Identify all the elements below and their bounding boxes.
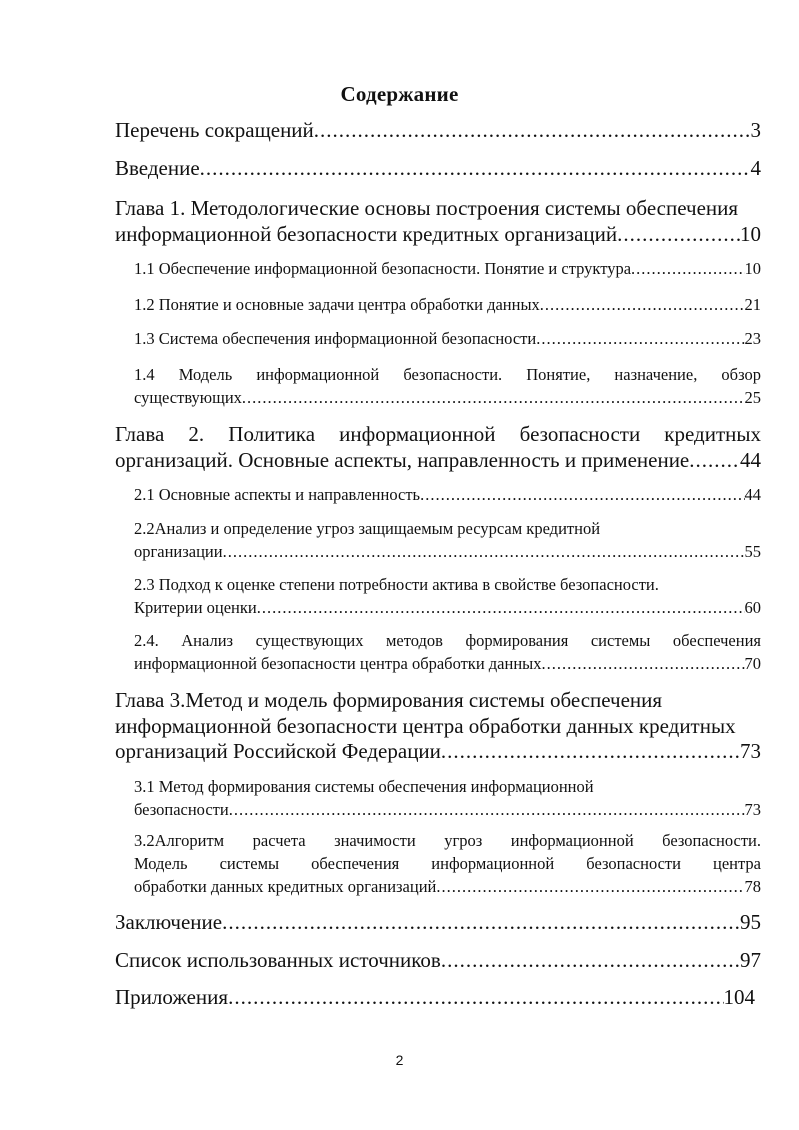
toc-entry-lead: Глава 1. Методологические основы построения системы обеспечения bbox=[115, 196, 739, 220]
toc-entry-page: 21 bbox=[744, 295, 761, 314]
toc-leader-dots bbox=[542, 653, 745, 676]
toc-entry-text: 1.1 Обеспечение информационной безопасности. Понятие и структура bbox=[134, 259, 632, 278]
toc-entry-page: 60 bbox=[744, 597, 761, 617]
toc-entry-page: 97 bbox=[740, 948, 761, 972]
toc-entry-lead: 2.4. Анализ существующих методов формирования системы обеспечения bbox=[134, 631, 761, 650]
toc-entry-text: организаций. Основные аспекты, направленность и применение bbox=[115, 447, 690, 472]
toc-entry-page: 44 bbox=[744, 485, 761, 504]
toc-entry-lead: Глава 2. Политика информационной безопасности кредитных bbox=[115, 422, 761, 446]
toc-entry-text: 1.2 Понятие и основные задачи центра обработки данных bbox=[134, 295, 540, 314]
toc-entry-section bbox=[134, 518, 761, 564]
toc-entry-text: Приложения bbox=[115, 985, 229, 1009]
toc-leader-dots bbox=[420, 484, 744, 507]
toc-leader-dots bbox=[631, 258, 744, 281]
toc-entry-page: 44 bbox=[740, 447, 761, 472]
toc-entry-text: Критерии оценки bbox=[134, 597, 257, 617]
toc-title: Содержание bbox=[340, 82, 459, 106]
toc-entry-lead: 3.1 Метод формирования системы обеспечения информационной bbox=[134, 777, 594, 796]
toc-leader-dots bbox=[689, 448, 740, 474]
toc-entry-page: 70 bbox=[744, 653, 761, 673]
toc-entry-lead-2: информационной безопасности центра обработки данных кредитных bbox=[115, 713, 736, 738]
toc-entry-section bbox=[134, 294, 761, 317]
toc-leader-dots bbox=[617, 222, 740, 248]
toc-leader-dots bbox=[200, 156, 751, 182]
toc-entry-page: 10 bbox=[740, 221, 761, 246]
toc-entry-lead: 2.2Анализ и определение угроз защищаемым ресурсам кредитной bbox=[134, 519, 601, 538]
toc-entry-lead: 1.4 Модель информационной безопасности. Понятие, назначение, обзор bbox=[134, 365, 761, 384]
toc-entry-section bbox=[134, 630, 761, 676]
toc-entry-page: 55 bbox=[744, 541, 761, 561]
toc-entry-text: организации bbox=[134, 541, 223, 561]
toc-entry-chapter-3 bbox=[115, 688, 761, 765]
toc-entry-page: 95 bbox=[740, 910, 761, 934]
toc-entry-lead-2: Модель системы обеспечения информационной безопасности центра bbox=[134, 853, 761, 873]
toc-entry-text: Заключение bbox=[115, 910, 223, 934]
toc-leader-dots bbox=[436, 876, 744, 899]
toc-leader-dots bbox=[314, 118, 751, 144]
toc-entry-section bbox=[134, 484, 761, 507]
toc-entry-chapter-2 bbox=[115, 422, 761, 473]
toc-leader-dots bbox=[441, 948, 740, 974]
toc-entry bbox=[115, 156, 761, 182]
toc-entry-lead: 2.3 Подход к оценке степени потребности актива в свойстве безопасности. bbox=[134, 575, 659, 594]
toc-entry-lead: 3.2Алгоритм расчета значимости угроз информационной безопасности. bbox=[134, 831, 761, 850]
toc-entry-text: Перечень сокращений bbox=[115, 118, 314, 142]
toc-entry-text: существующих bbox=[134, 387, 242, 407]
toc-entry-section bbox=[134, 574, 761, 620]
toc-entry-page: 73 bbox=[744, 799, 761, 819]
toc-entry-text: безопасности bbox=[134, 799, 229, 819]
toc-leader-dots bbox=[228, 985, 723, 1011]
toc-entry-text: Введение bbox=[115, 156, 200, 180]
toc-entry-text: 1.3 Система обеспечения информационной безопасности bbox=[134, 329, 537, 348]
toc-entry-text: информационной безопасности центра обработки данных bbox=[134, 653, 542, 673]
toc-entry-text: информационной безопасности кредитных организаций bbox=[115, 221, 618, 246]
toc-entry-page: 78 bbox=[744, 876, 761, 896]
toc-leader-dots bbox=[229, 799, 745, 822]
toc-entry-chapter-1 bbox=[115, 196, 761, 247]
toc-entry-page: 4 bbox=[750, 156, 761, 180]
toc-entry-page: 10 bbox=[744, 259, 761, 278]
toc-entry-text: обработки данных кредитных организаций bbox=[134, 876, 437, 896]
toc-entry-section bbox=[134, 364, 761, 410]
toc-leader-dots bbox=[222, 910, 740, 936]
toc-entry bbox=[115, 985, 755, 1011]
toc-entry bbox=[115, 118, 761, 144]
toc-entry bbox=[115, 948, 761, 974]
toc-leader-dots bbox=[223, 541, 745, 564]
toc-entry-page: 73 bbox=[740, 739, 761, 764]
toc-entry-section bbox=[134, 328, 761, 351]
toc-entry-text: Список использованных источников bbox=[115, 948, 441, 972]
toc-entry-page: 104 bbox=[723, 985, 755, 1009]
toc-entry-section bbox=[134, 830, 761, 898]
toc-leader-dots bbox=[536, 328, 744, 351]
toc-entry-section bbox=[134, 258, 761, 281]
toc-entry-page: 3 bbox=[750, 118, 761, 142]
toc-leader-dots bbox=[441, 739, 740, 765]
toc-entry-lead: Глава 3.Метод и модель формирования системы обеспечения bbox=[115, 688, 663, 712]
toc-entry-page: 25 bbox=[744, 387, 761, 407]
toc-leader-dots bbox=[540, 294, 745, 317]
toc-leader-dots bbox=[242, 387, 745, 410]
toc-entry-text: организаций Российской Федерации bbox=[115, 739, 441, 764]
toc-entry-page: 23 bbox=[744, 329, 761, 348]
toc-entry-section bbox=[134, 776, 761, 822]
toc-entry bbox=[115, 910, 761, 936]
page-number: 2 bbox=[395, 1052, 404, 1068]
toc-leader-dots bbox=[257, 597, 745, 620]
toc-entry-text: 2.1 Основные аспекты и направленность bbox=[134, 485, 421, 504]
